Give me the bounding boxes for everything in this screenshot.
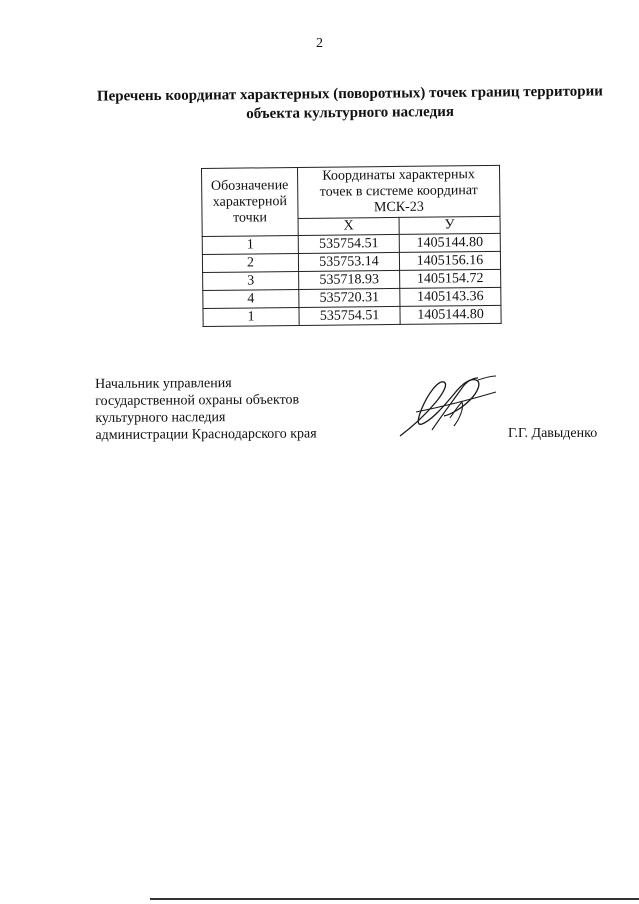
- document-title: [60, 82, 639, 126]
- header-coordinates: Координаты характерных точек в системе координат МСК-23: [297, 165, 500, 218]
- page-number: 2: [316, 36, 323, 51]
- cell-y: 1405156.16: [399, 251, 500, 270]
- handwritten-signature: [392, 372, 504, 442]
- cell-y: 1405144.80: [400, 305, 501, 324]
- header-y: У: [399, 216, 500, 234]
- cell-x: 535754.51: [299, 306, 400, 325]
- title-line-1: Перечень координат характерных (поворотных) точек границ территории: [96, 83, 603, 105]
- cell-y: 1405154.72: [400, 269, 501, 288]
- cell-x: 535753.14: [298, 252, 399, 271]
- cell-point: 2: [202, 253, 298, 272]
- title-line-2: объекта культурного наследия: [246, 103, 455, 123]
- cell-x: 535720.31: [299, 288, 400, 307]
- signer-line-2: государственной охраны объектов: [95, 392, 300, 409]
- signer-line-1: Начальник управления: [95, 376, 232, 392]
- table-row: [203, 305, 501, 326]
- cell-x: 535718.93: [299, 270, 400, 289]
- signer-position: [95, 374, 317, 444]
- signer-line-3: культурного наследия: [95, 410, 226, 426]
- header-point-designation: Обозначение характерной точки: [202, 167, 299, 236]
- header-x: X: [298, 217, 399, 235]
- cell-y: 1405144.80: [399, 233, 500, 252]
- bottom-edge-line: [150, 898, 639, 900]
- signer-name: Г.Г. Давыденко: [508, 426, 598, 441]
- coordinates-table: [201, 165, 502, 327]
- cell-point: 3: [203, 271, 299, 290]
- cell-point: 4: [203, 289, 299, 308]
- cell-point: 1: [202, 235, 298, 254]
- cell-point: 1: [203, 307, 299, 326]
- cell-y: 1405143.36: [400, 287, 501, 306]
- signer-line-4: администрации Краснодарского края: [95, 426, 317, 443]
- cell-x: 535754.51: [298, 234, 399, 253]
